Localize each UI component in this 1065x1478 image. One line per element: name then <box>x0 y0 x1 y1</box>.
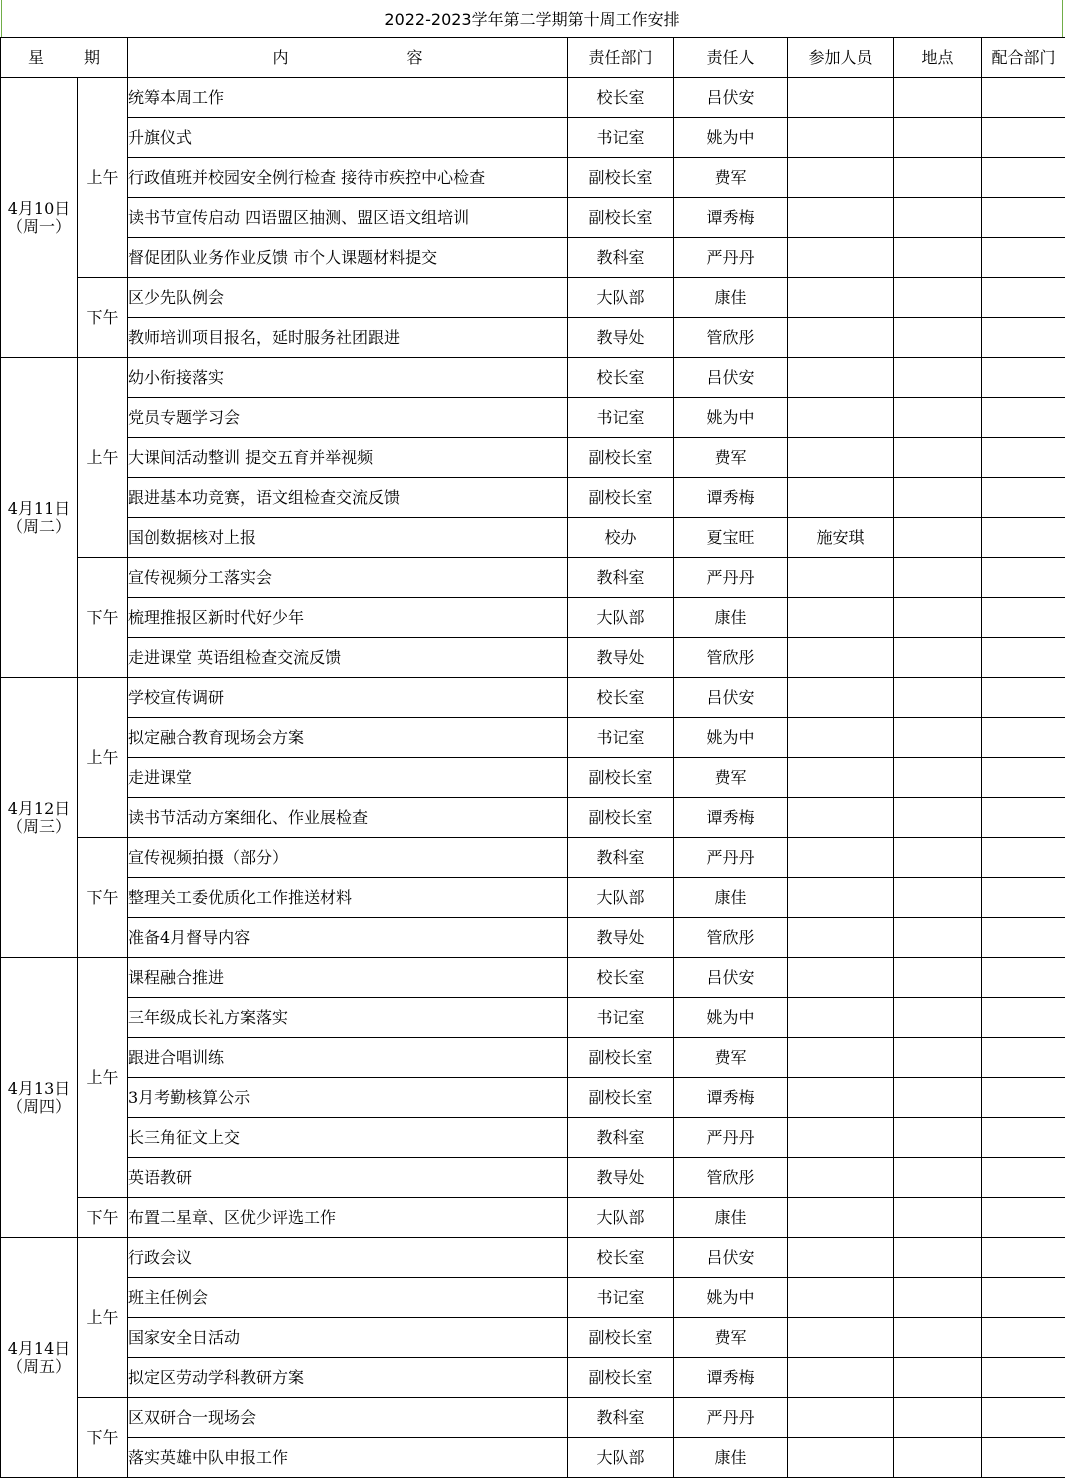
task-coop <box>982 1158 1065 1198</box>
task-dept: 副校长室 <box>568 1078 674 1118</box>
task-location <box>894 1158 982 1198</box>
task-content: 教师培训项目报名，延时服务社团跟进 <box>128 318 568 358</box>
task-coop <box>982 1238 1065 1278</box>
task-location <box>894 1318 982 1358</box>
task-coop <box>982 638 1065 678</box>
task-coop <box>982 1438 1065 1478</box>
task-content: 长三角征文上交 <box>128 1118 568 1158</box>
task-location <box>894 918 982 958</box>
table-row <box>1 278 1065 318</box>
task-location <box>894 318 982 358</box>
table-row <box>1 998 1065 1038</box>
task-location <box>894 438 982 478</box>
task-person: 谭秀梅 <box>674 1078 788 1118</box>
task-dept: 教科室 <box>568 1398 674 1438</box>
task-location <box>894 1238 982 1278</box>
period-cell: 上午 <box>78 1238 128 1398</box>
task-coop <box>982 238 1065 278</box>
task-person: 谭秀梅 <box>674 478 788 518</box>
task-content: 党员专题学习会 <box>128 398 568 438</box>
period-cell: 下午 <box>78 838 128 958</box>
table-row <box>1 198 1065 238</box>
table-row <box>1 478 1065 518</box>
day-date: 4月10日 <box>1 200 77 218</box>
task-dept: 校长室 <box>568 78 674 118</box>
task-coop <box>982 1078 1065 1118</box>
task-content: 布置二星章、区优少评选工作 <box>128 1198 568 1238</box>
period-cell: 上午 <box>78 358 128 558</box>
day-date: 4月12日 <box>1 800 77 818</box>
task-location <box>894 558 982 598</box>
task-coop <box>982 998 1065 1038</box>
header-weekday-b: 期 <box>84 48 100 67</box>
task-participants <box>788 1438 894 1478</box>
task-content: 学校宣传调研 <box>128 678 568 718</box>
table-row <box>1 1238 1065 1278</box>
task-coop <box>982 1118 1065 1158</box>
task-content: 区少先队例会 <box>128 278 568 318</box>
task-location <box>894 638 982 678</box>
task-location <box>894 238 982 278</box>
task-content: 区双研合一现场会 <box>128 1398 568 1438</box>
task-participants <box>788 238 894 278</box>
table-row <box>1 398 1065 438</box>
table-row <box>1 1118 1065 1158</box>
header-content-a: 内 <box>272 48 288 67</box>
task-dept: 大队部 <box>568 598 674 638</box>
task-person: 谭秀梅 <box>674 798 788 838</box>
task-participants <box>788 1358 894 1398</box>
task-coop <box>982 678 1065 718</box>
task-content: 读书节活动方案细化、作业展检查 <box>128 798 568 838</box>
task-participants <box>788 718 894 758</box>
table-row <box>1 78 1065 118</box>
task-person: 谭秀梅 <box>674 198 788 238</box>
schedule-body <box>1 78 1065 1478</box>
task-person: 吕伏安 <box>674 358 788 398</box>
task-participants <box>788 318 894 358</box>
task-dept: 副校长室 <box>568 478 674 518</box>
task-dept: 副校长室 <box>568 758 674 798</box>
table-row <box>1 1038 1065 1078</box>
table-row <box>1 678 1065 718</box>
task-content: 读书节宣传启动 四语盟区抽测、盟区语文组培训 <box>128 198 568 238</box>
task-content: 跟进基本功竞赛，语文组检查交流反馈 <box>128 478 568 518</box>
task-coop <box>982 478 1065 518</box>
table-row <box>1 1198 1065 1238</box>
task-person: 费军 <box>674 758 788 798</box>
task-person: 严丹丹 <box>674 238 788 278</box>
day-weekday: （周三） <box>1 818 77 836</box>
header-person: 责任人 <box>674 38 788 78</box>
task-dept: 书记室 <box>568 1278 674 1318</box>
task-person: 严丹丹 <box>674 838 788 878</box>
period-cell: 下午 <box>78 1198 128 1238</box>
task-coop <box>982 758 1065 798</box>
task-person: 费军 <box>674 1318 788 1358</box>
table-row <box>1 918 1065 958</box>
task-content: 幼小衔接落实 <box>128 358 568 398</box>
task-person: 康佳 <box>674 278 788 318</box>
task-coop <box>982 118 1065 158</box>
task-coop <box>982 918 1065 958</box>
task-coop <box>982 398 1065 438</box>
task-participants <box>788 1078 894 1118</box>
task-coop <box>982 1318 1065 1358</box>
task-location <box>894 1438 982 1478</box>
task-location <box>894 478 982 518</box>
task-participants <box>788 1318 894 1358</box>
task-location <box>894 1358 982 1398</box>
task-person: 姚为中 <box>674 998 788 1038</box>
task-content: 宣传视频拍摄（部分） <box>128 838 568 878</box>
task-dept: 大队部 <box>568 878 674 918</box>
task-person: 严丹丹 <box>674 1118 788 1158</box>
task-participants <box>788 478 894 518</box>
task-participants <box>788 918 894 958</box>
task-location <box>894 198 982 238</box>
task-location <box>894 718 982 758</box>
task-participants <box>788 1158 894 1198</box>
task-person: 康佳 <box>674 878 788 918</box>
task-location <box>894 518 982 558</box>
task-coop <box>982 78 1065 118</box>
task-location <box>894 358 982 398</box>
task-location <box>894 598 982 638</box>
task-content: 统筹本周工作 <box>128 78 568 118</box>
task-location <box>894 798 982 838</box>
task-location <box>894 158 982 198</box>
task-participants <box>788 838 894 878</box>
table-row <box>1 438 1065 478</box>
task-participants <box>788 1198 894 1238</box>
task-participants <box>788 78 894 118</box>
task-participants <box>788 118 894 158</box>
task-coop <box>982 558 1065 598</box>
task-location <box>894 678 982 718</box>
task-participants <box>788 1238 894 1278</box>
task-participants <box>788 1278 894 1318</box>
period-cell: 下午 <box>78 1398 128 1478</box>
table-row <box>1 758 1065 798</box>
task-person: 姚为中 <box>674 118 788 158</box>
schedule-table <box>0 37 1065 1478</box>
day-weekday: （周四） <box>1 1098 77 1116</box>
task-participants <box>788 358 894 398</box>
period-cell: 上午 <box>78 958 128 1198</box>
task-dept: 副校长室 <box>568 438 674 478</box>
task-dept: 副校长室 <box>568 158 674 198</box>
task-participants <box>788 758 894 798</box>
task-location <box>894 1078 982 1118</box>
header-content <box>128 38 568 78</box>
header-location: 地点 <box>894 38 982 78</box>
task-content: 拟定区劳动学科教研方案 <box>128 1358 568 1398</box>
task-dept: 校长室 <box>568 358 674 398</box>
task-content: 行政会议 <box>128 1238 568 1278</box>
task-content: 拟定融合教育现场会方案 <box>128 718 568 758</box>
table-row <box>1 598 1065 638</box>
task-content: 行政值班并校园安全例行检查 接待市疾控中心检查 <box>128 158 568 198</box>
task-participants <box>788 678 894 718</box>
day-weekday: （周一） <box>1 218 77 236</box>
table-row <box>1 1358 1065 1398</box>
task-dept: 校长室 <box>568 678 674 718</box>
task-coop <box>982 438 1065 478</box>
task-participants <box>788 1118 894 1158</box>
task-person: 康佳 <box>674 1438 788 1478</box>
period-cell: 下午 <box>78 278 128 358</box>
task-person: 管欣彤 <box>674 318 788 358</box>
task-person: 吕伏安 <box>674 958 788 998</box>
task-person: 夏宝旺 <box>674 518 788 558</box>
header-coop: 配合部门 <box>982 38 1065 78</box>
task-location <box>894 278 982 318</box>
task-dept: 书记室 <box>568 998 674 1038</box>
day-weekday: （周二） <box>1 518 77 536</box>
task-content: 班主任例会 <box>128 1278 568 1318</box>
task-dept: 校长室 <box>568 1238 674 1278</box>
task-participants <box>788 638 894 678</box>
task-coop <box>982 518 1065 558</box>
task-person: 姚为中 <box>674 1278 788 1318</box>
task-person: 费军 <box>674 158 788 198</box>
task-content: 走进课堂 <box>128 758 568 798</box>
task-location <box>894 118 982 158</box>
task-content: 国家安全日活动 <box>128 1318 568 1358</box>
day-weekday: （周五） <box>1 1358 77 1376</box>
task-person: 吕伏安 <box>674 78 788 118</box>
table-row <box>1 958 1065 998</box>
task-person: 谭秀梅 <box>674 1358 788 1398</box>
task-coop <box>982 318 1065 358</box>
task-location <box>894 758 982 798</box>
task-person: 吕伏安 <box>674 1238 788 1278</box>
task-location <box>894 1198 982 1238</box>
task-dept: 副校长室 <box>568 1038 674 1078</box>
task-content: 督促团队业务作业反馈 市个人课题材料提交 <box>128 238 568 278</box>
table-row <box>1 798 1065 838</box>
task-location <box>894 1118 982 1158</box>
task-participants <box>788 958 894 998</box>
task-dept: 大队部 <box>568 278 674 318</box>
table-row <box>1 118 1065 158</box>
sheet-title: 2022-2023学年第二学期第十周工作安排 <box>1 0 1063 37</box>
task-content: 英语教研 <box>128 1158 568 1198</box>
task-person: 康佳 <box>674 1198 788 1238</box>
day-cell <box>1 358 78 678</box>
table-row <box>1 638 1065 678</box>
task-dept: 副校长室 <box>568 198 674 238</box>
task-dept: 教导处 <box>568 318 674 358</box>
header-content-b: 容 <box>407 48 423 67</box>
task-person: 姚为中 <box>674 718 788 758</box>
table-row <box>1 1318 1065 1358</box>
task-location <box>894 878 982 918</box>
task-dept: 副校长室 <box>568 1358 674 1398</box>
task-coop <box>982 278 1065 318</box>
task-dept: 教科室 <box>568 838 674 878</box>
task-coop <box>982 718 1065 758</box>
task-coop <box>982 598 1065 638</box>
task-coop <box>982 358 1065 398</box>
task-coop <box>982 838 1065 878</box>
task-location <box>894 838 982 878</box>
task-person: 管欣彤 <box>674 918 788 958</box>
table-row <box>1 1078 1065 1118</box>
task-location <box>894 78 982 118</box>
table-row <box>1 838 1065 878</box>
task-participants <box>788 1398 894 1438</box>
task-coop <box>982 1278 1065 1318</box>
task-person: 费军 <box>674 1038 788 1078</box>
task-content: 准备4月督导内容 <box>128 918 568 958</box>
task-content: 国创数据核对上报 <box>128 518 568 558</box>
task-dept: 大队部 <box>568 1198 674 1238</box>
task-coop <box>982 798 1065 838</box>
day-date: 4月13日 <box>1 1080 77 1098</box>
table-row <box>1 238 1065 278</box>
task-dept: 教导处 <box>568 638 674 678</box>
task-participants <box>788 158 894 198</box>
task-dept: 校长室 <box>568 958 674 998</box>
task-coop <box>982 198 1065 238</box>
task-content: 三年级成长礼方案落实 <box>128 998 568 1038</box>
task-content: 梳理推报区新时代好少年 <box>128 598 568 638</box>
header-participants: 参加人员 <box>788 38 894 78</box>
task-coop <box>982 878 1065 918</box>
table-row <box>1 1158 1065 1198</box>
day-date: 4月11日 <box>1 500 77 518</box>
task-content: 落实英雄中队申报工作 <box>128 1438 568 1478</box>
task-location <box>894 998 982 1038</box>
header-dept: 责任部门 <box>568 38 674 78</box>
task-coop <box>982 1038 1065 1078</box>
task-participants <box>788 198 894 238</box>
task-person: 姚为中 <box>674 398 788 438</box>
day-cell <box>1 678 78 958</box>
task-location <box>894 1398 982 1438</box>
table-row <box>1 1438 1065 1478</box>
task-participants <box>788 598 894 638</box>
task-coop <box>982 1198 1065 1238</box>
header-weekday-a: 星 <box>28 48 44 67</box>
task-dept: 大队部 <box>568 1438 674 1478</box>
task-participants <box>788 558 894 598</box>
table-row <box>1 878 1065 918</box>
day-cell <box>1 1238 78 1478</box>
task-content: 跟进合唱训练 <box>128 1038 568 1078</box>
period-cell: 上午 <box>78 678 128 838</box>
task-participants <box>788 278 894 318</box>
task-dept: 教导处 <box>568 1158 674 1198</box>
task-person: 严丹丹 <box>674 1398 788 1438</box>
task-location <box>894 398 982 438</box>
task-participants <box>788 998 894 1038</box>
table-row <box>1 1278 1065 1318</box>
task-participants <box>788 398 894 438</box>
task-content: 走进课堂 英语组检查交流反馈 <box>128 638 568 678</box>
task-dept: 教科室 <box>568 238 674 278</box>
task-person: 费军 <box>674 438 788 478</box>
task-location <box>894 1278 982 1318</box>
task-content: 课程融合推进 <box>128 958 568 998</box>
table-row <box>1 718 1065 758</box>
task-dept: 教科室 <box>568 1118 674 1158</box>
task-person: 管欣彤 <box>674 1158 788 1198</box>
task-coop <box>982 1358 1065 1398</box>
task-content: 3月考勤核算公示 <box>128 1078 568 1118</box>
task-participants <box>788 438 894 478</box>
task-location <box>894 1038 982 1078</box>
task-person: 吕伏安 <box>674 678 788 718</box>
period-cell: 上午 <box>78 78 128 278</box>
task-dept: 教科室 <box>568 558 674 598</box>
day-cell <box>1 78 78 358</box>
task-coop <box>982 1398 1065 1438</box>
period-cell: 下午 <box>78 558 128 678</box>
table-row <box>1 558 1065 598</box>
header-weekday <box>1 38 128 78</box>
task-content: 大课间活动整训 提交五育并举视频 <box>128 438 568 478</box>
task-content: 宣传视频分工落实会 <box>128 558 568 598</box>
task-dept: 书记室 <box>568 398 674 438</box>
task-dept: 副校长室 <box>568 798 674 838</box>
task-person: 管欣彤 <box>674 638 788 678</box>
task-coop <box>982 158 1065 198</box>
task-location <box>894 958 982 998</box>
table-row <box>1 358 1065 398</box>
task-dept: 副校长室 <box>568 1318 674 1358</box>
table-row <box>1 318 1065 358</box>
task-participants <box>788 798 894 838</box>
table-row <box>1 518 1065 558</box>
day-date: 4月14日 <box>1 1340 77 1358</box>
task-content: 升旗仪式 <box>128 118 568 158</box>
table-row <box>1 158 1065 198</box>
task-participants <box>788 1038 894 1078</box>
header-row <box>1 38 1065 78</box>
task-dept: 教导处 <box>568 918 674 958</box>
task-person: 严丹丹 <box>674 558 788 598</box>
task-person: 康佳 <box>674 598 788 638</box>
task-dept: 书记室 <box>568 118 674 158</box>
task-content: 整理关工委优质化工作推送材料 <box>128 878 568 918</box>
day-cell <box>1 958 78 1238</box>
task-participants: 施安琪 <box>788 518 894 558</box>
task-dept: 校办 <box>568 518 674 558</box>
table-row <box>1 1398 1065 1438</box>
task-dept: 书记室 <box>568 718 674 758</box>
task-coop <box>982 958 1065 998</box>
task-participants <box>788 878 894 918</box>
